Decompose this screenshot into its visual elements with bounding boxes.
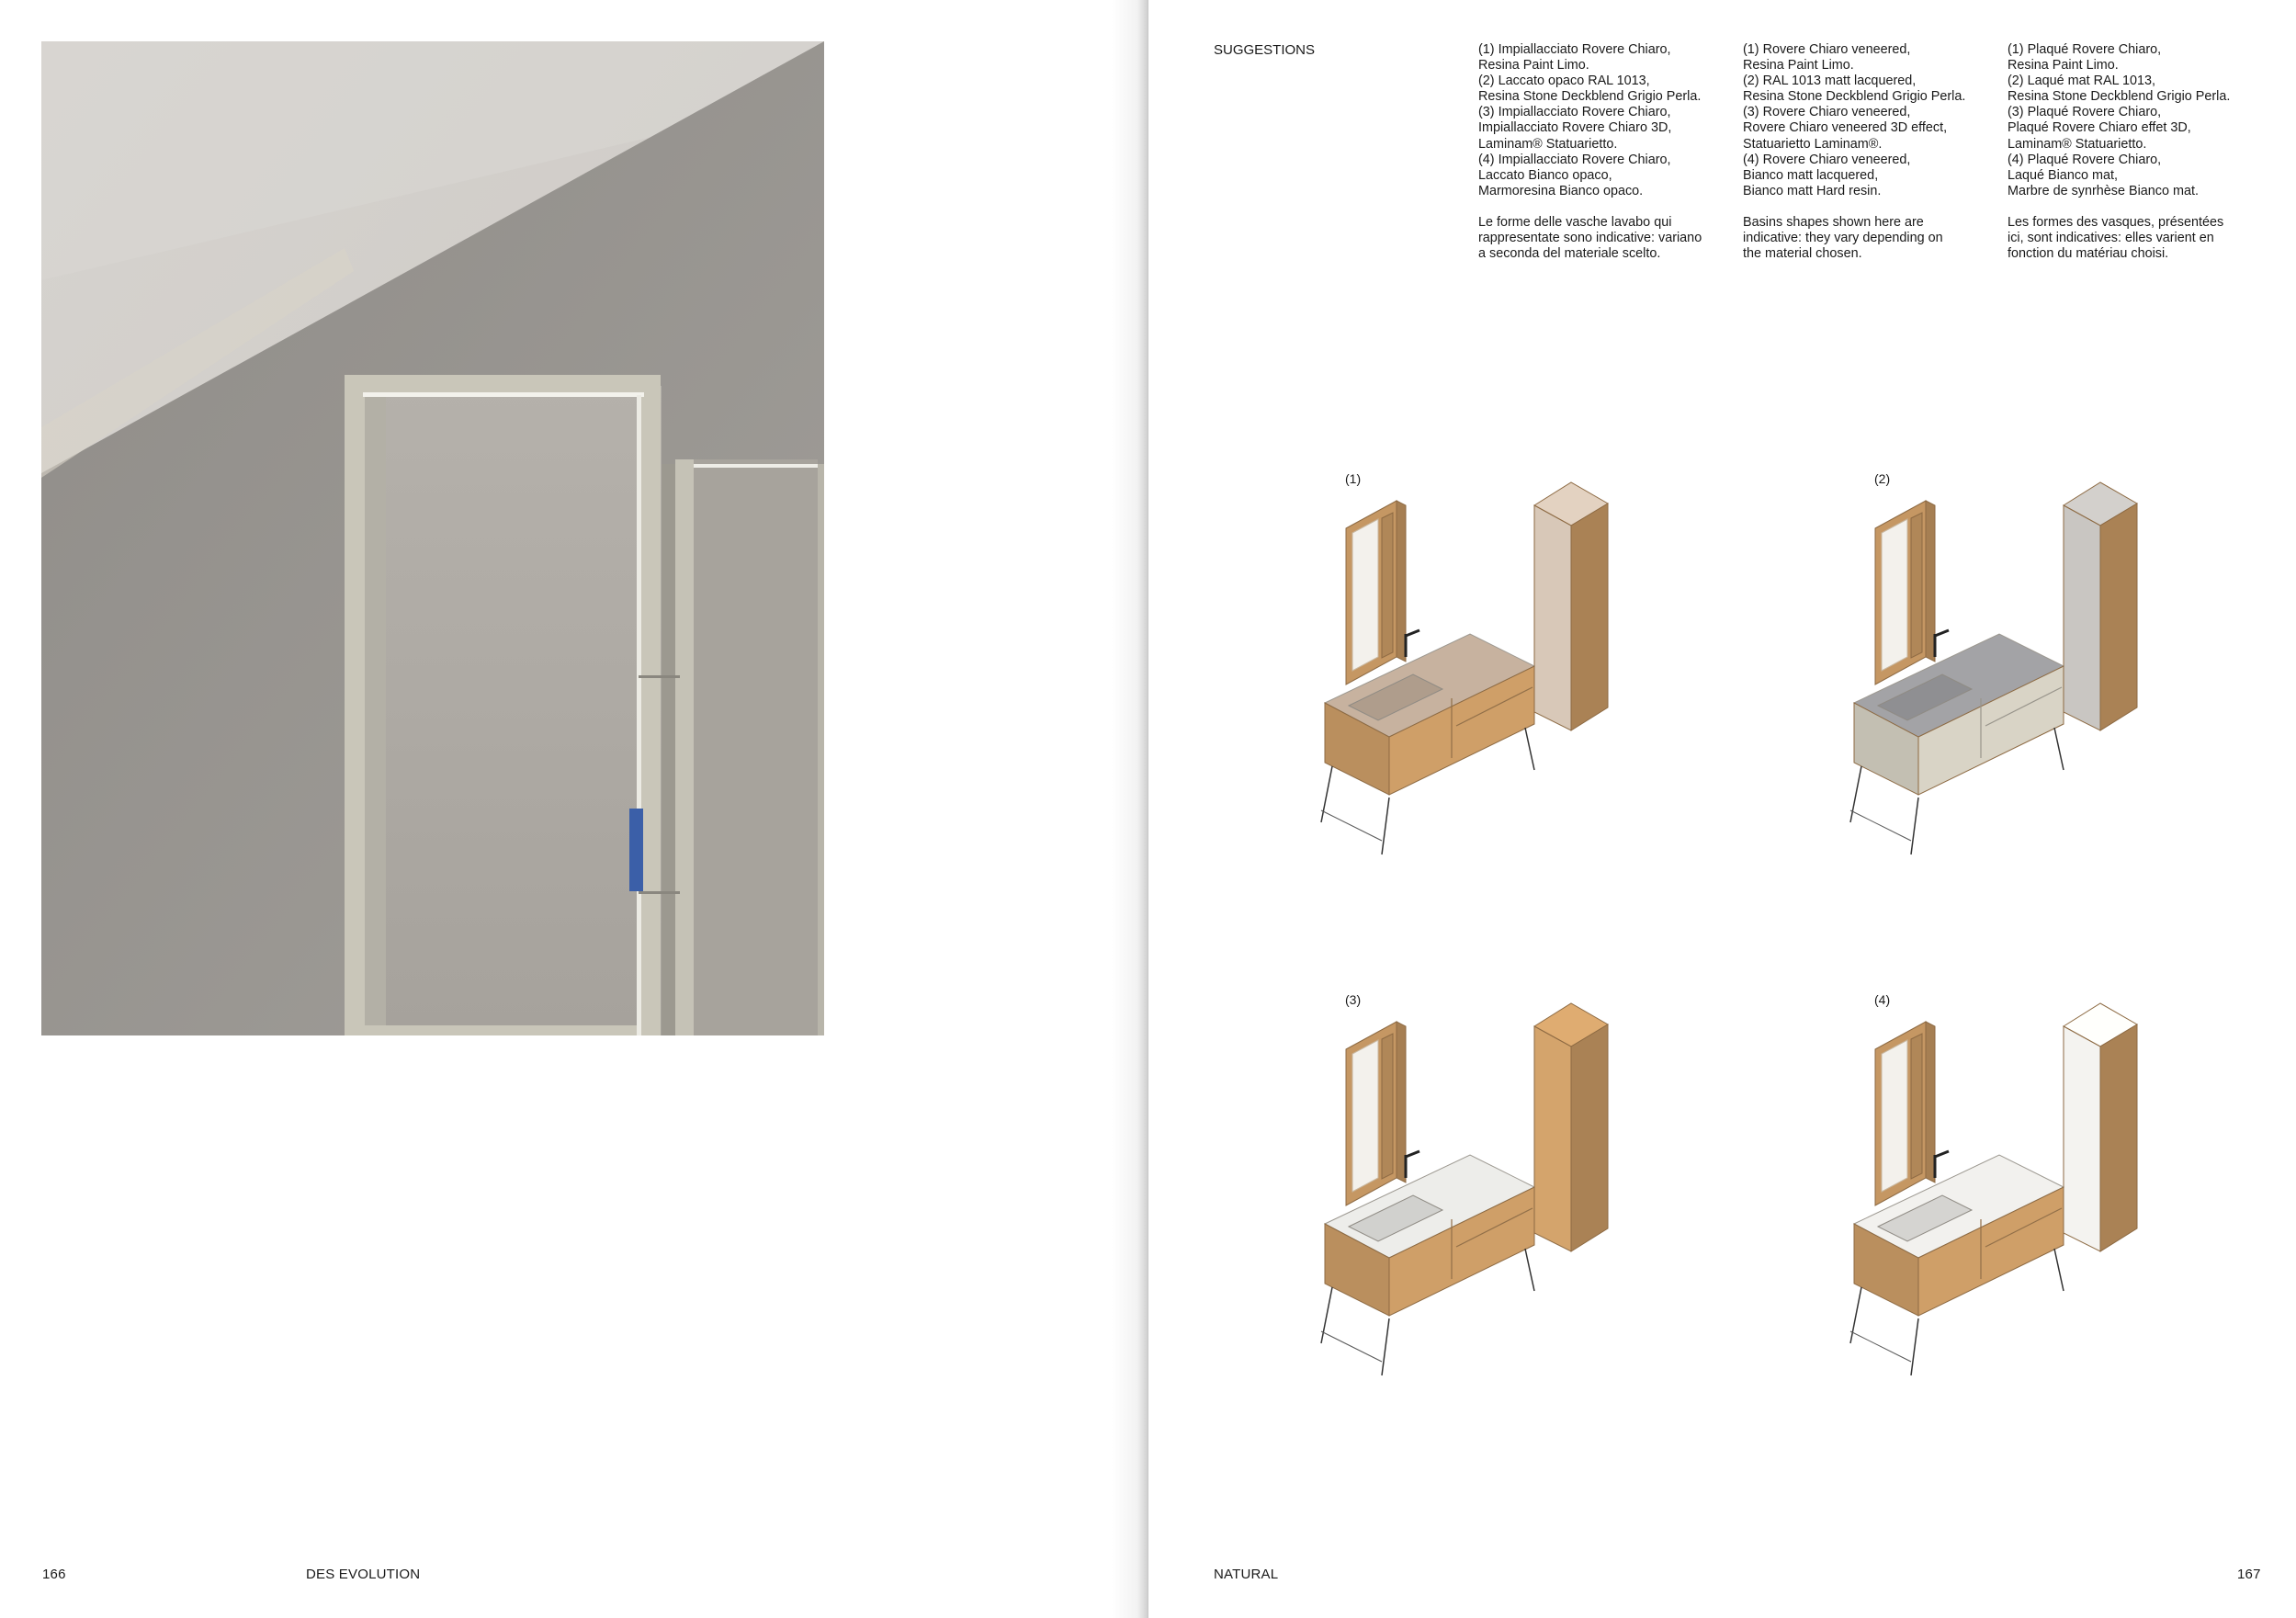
mirror-glass	[1882, 519, 1907, 671]
vanity-leg-back-right	[2054, 728, 2064, 770]
mirror-glass	[1882, 1040, 1907, 1192]
page-number-right: 167	[2237, 1567, 2261, 1582]
vanity-leg-front-left	[1321, 1287, 1332, 1343]
composition-label-2: (2)	[1874, 471, 1891, 486]
tall-column-side	[2100, 1024, 2137, 1251]
vanity-leg-rail	[1850, 1331, 1911, 1362]
note-text-it: Le forme delle vasche lavabo qui rappresentate sono indicative: variano a seconda del materiale scelto.	[1478, 214, 1702, 262]
faucet-spout	[1406, 1151, 1419, 1157]
mirror-glass	[1352, 1040, 1378, 1192]
section-label: SUGGESTIONS	[1214, 42, 1316, 58]
mirror-open-shelves	[1911, 513, 1922, 658]
vanity-leg-rail	[1850, 810, 1911, 841]
tall-column-side	[1571, 1024, 1608, 1251]
finishes-text-fr: (1) Plaqué Rovere Chiaro, Resina Paint Limo. (2) Laqué mat RAL 1013, Resina Stone Deckblend Grigio Perla. (3) Plaqué Rovere Chiaro, Plaqué Rovere Chiaro effet 3D, Laminam® Statuarietto. (4) Plaqué Rovere Chiaro, Laqué Bianco mat, Marbre de synrhèse Bianco mat.	[2008, 42, 2231, 198]
vanity-leg-front-right	[1382, 1318, 1389, 1375]
page-number-left: 166	[42, 1567, 66, 1582]
tall-column-front	[1534, 505, 1571, 730]
right-page	[1148, 0, 2296, 1618]
vanity-leg-front-left	[1850, 766, 1861, 822]
note-text-en: Basins shapes shown here are indicative: they vary depending on the material chosen.	[1743, 214, 1943, 262]
faucet-spout	[1406, 630, 1419, 636]
running-title-left: DES EVOLUTION	[306, 1567, 421, 1582]
vanity-leg-rail	[1321, 810, 1382, 841]
vanity-leg-back-right	[1525, 728, 1534, 770]
composition-illustration-2	[1834, 478, 2220, 873]
faucet-spout	[1935, 630, 1949, 636]
composition-label-4: (4)	[1874, 992, 1891, 1007]
column-english	[1743, 42, 2009, 277]
mirror-open-shelves	[1382, 513, 1393, 658]
vanity-leg-back-right	[1525, 1249, 1534, 1291]
vanity-leg-front-right	[1911, 1318, 1918, 1375]
column-italian	[1478, 42, 1745, 277]
tall-column-side	[2100, 504, 2137, 730]
vanity-leg-front-left	[1321, 766, 1332, 822]
column-french	[2008, 42, 2283, 277]
composition-illustration-3	[1305, 999, 1691, 1394]
vanity-leg-back-right	[2054, 1249, 2064, 1291]
mirror-glass	[1352, 519, 1378, 671]
mirror-open-shelves	[1911, 1034, 1922, 1179]
vanity-leg-front-right	[1911, 798, 1918, 854]
running-title-right: NATURAL	[1214, 1567, 1279, 1582]
vanity-leg-front-left	[1850, 1287, 1861, 1343]
tall-column-front	[2064, 505, 2100, 730]
vanity-leg-rail	[1321, 1331, 1382, 1362]
composition-label-1: (1)	[1345, 471, 1362, 486]
tall-column-front	[1534, 1026, 1571, 1251]
bathroom-mirror-photo	[41, 41, 824, 1035]
note-text-fr: Les formes des vasques, présentées ici, sont indicatives: elles varient en fonction du matériau choisi.	[2008, 214, 2224, 262]
finishes-text-it: (1) Impiallacciato Rovere Chiaro, Resina Paint Limo. (2) Laccato opaco RAL 1013, Resina Stone Deckblend Grigio Perla. (3) Impiallacciato Rovere Chiaro, Impiallacciato Rovere Chiaro 3D, Laminam® Statuarietto. (4) Impiallacciato Rovere Chiaro, Laccato Bianco opaco, Marmoresina Bianco opaco.	[1478, 42, 1702, 198]
composition-illustration-4	[1834, 999, 2220, 1394]
composition-label-3: (3)	[1345, 992, 1362, 1007]
mirror-open-shelves	[1382, 1034, 1393, 1179]
composition-illustration-1	[1305, 478, 1691, 873]
finishes-text-en: (1) Rovere Chiaro veneered, Resina Paint Limo. (2) RAL 1013 matt lacquered, Resina Stone Deckblend Grigio Perla. (3) Rovere Chiaro veneered, Rovere Chiaro veneered 3D effect, Statuarietto Laminam®. (4) Rovere Chiaro veneered, Bianco matt lacquered, Bianco matt Hard resin.	[1743, 42, 1966, 198]
tall-column-front	[2064, 1026, 2100, 1251]
tall-column-side	[1571, 504, 1608, 730]
faucet-spout	[1935, 1151, 1949, 1157]
vanity-leg-front-right	[1382, 798, 1389, 854]
